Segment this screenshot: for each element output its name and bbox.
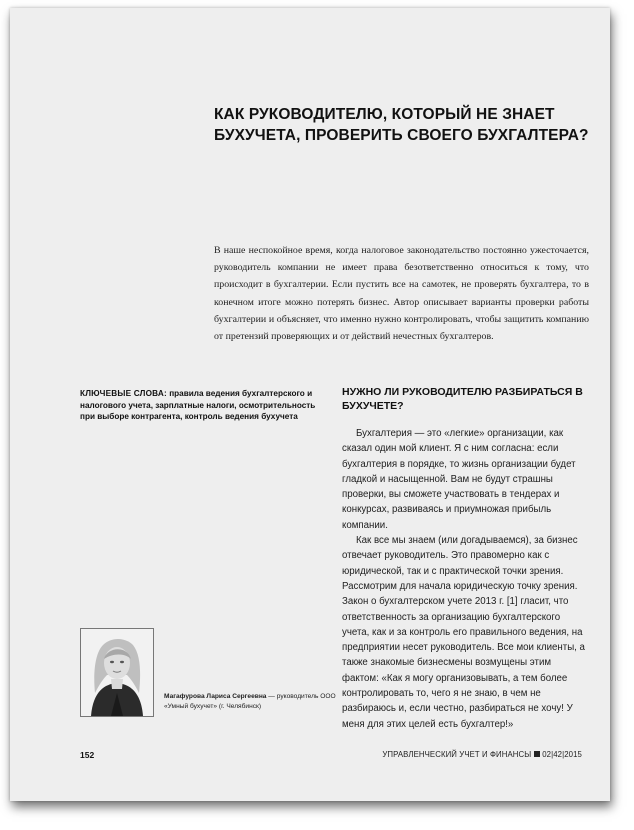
section-heading: НУЖНО ЛИ РУКОВОДИТЕЛЮ РАЗБИРАТЬСЯ В БУХУЧЕТЕ? <box>342 386 583 412</box>
author-name: Магафурова Лариса Сергеевна <box>164 693 267 700</box>
journal-issue: 02|42|2015 <box>542 750 582 759</box>
body-paragraph-1: Бухгалтерия — это «легкие» организации, как сказал один мой клиент. Я с ним согласна: если бухгалтерия в порядке, то жизнь организации будет гладкой и насыщенной. Вам не будут страшны проверки, вы сможете участвовать в тендерах и конкурсах, развиваясь и приумножая прибыль компании. <box>342 428 576 531</box>
square-separator-icon <box>534 751 540 757</box>
journal-footer <box>382 750 582 759</box>
journal-name: УПРАВЛЕНЧЕСКИЙ УЧЕТ И ФИНАНСЫ <box>382 750 532 759</box>
keywords-label: КЛЮЧЕВЫЕ СЛОВА: <box>80 389 167 398</box>
article-body <box>342 426 586 732</box>
keywords-text: правила ведения бухгалтерского и налогового учета, зарплатные налоги, осмотрительность при выборе контрагента, контроль ведения бухучета <box>80 389 316 421</box>
journal-page <box>10 8 610 801</box>
article-title <box>214 104 594 146</box>
page-number: 152 <box>80 750 95 760</box>
author-company: «Умный бухучет» (г. Челябинск) <box>164 703 262 710</box>
author-role: — руководитель ООО <box>266 693 336 700</box>
author-info <box>164 692 339 712</box>
article-abstract: В наше неспокойное время, когда налоговое законодательство постоянно ужесточается, руководитель компании не имеет права безответственно относиться к тому, что происходит в бухгалтерии. Если пустить все на самотек, не проверять бухгалтера, то в конечном итоге можно потерять бизнес. Автор описывает варианты проверки работы бухгалтерии и объясняет, что именно нужно контролировать, чтобы защитить компанию от претензий проверяющих и от действий нечестных бухгалтеров. <box>214 245 589 343</box>
article-title-line-1: КАК РУКОВОДИТЕЛЮ, КОТОРЫЙ НЕ ЗНАЕТ <box>214 106 555 123</box>
author-photo <box>80 628 154 717</box>
body-paragraph-2: Как все мы знаем (или догадываемся), за бизнес отвечает руководитель. Это правомерно как с юридической, так и с практической точки зрения. Рассмотрим для начала юридическую точку зрения. Закон о бухгалтерском учете 2013 г. [1] гласит, что ответственность за организацию бухгалтерского учета, как и за контроль его правильного ведения, на предприятии несет руководитель. Все мои клиенты, а также знакомые бизнесмены возмущены этим фактом: «Как я могу организовывать, а тем более контролировать то, чего я не знаю, в чем не разбираюсь и, если честно, разбираться не хочу! У меня для этих целей есть бухгалтер!» <box>342 535 585 730</box>
keywords-block <box>80 388 320 423</box>
author-portrait-icon <box>81 629 153 716</box>
article-title-line-2: БУХУЧЕТА, ПРОВЕРИТЬ СВОЕГО БУХГАЛТЕРА? <box>214 127 589 144</box>
